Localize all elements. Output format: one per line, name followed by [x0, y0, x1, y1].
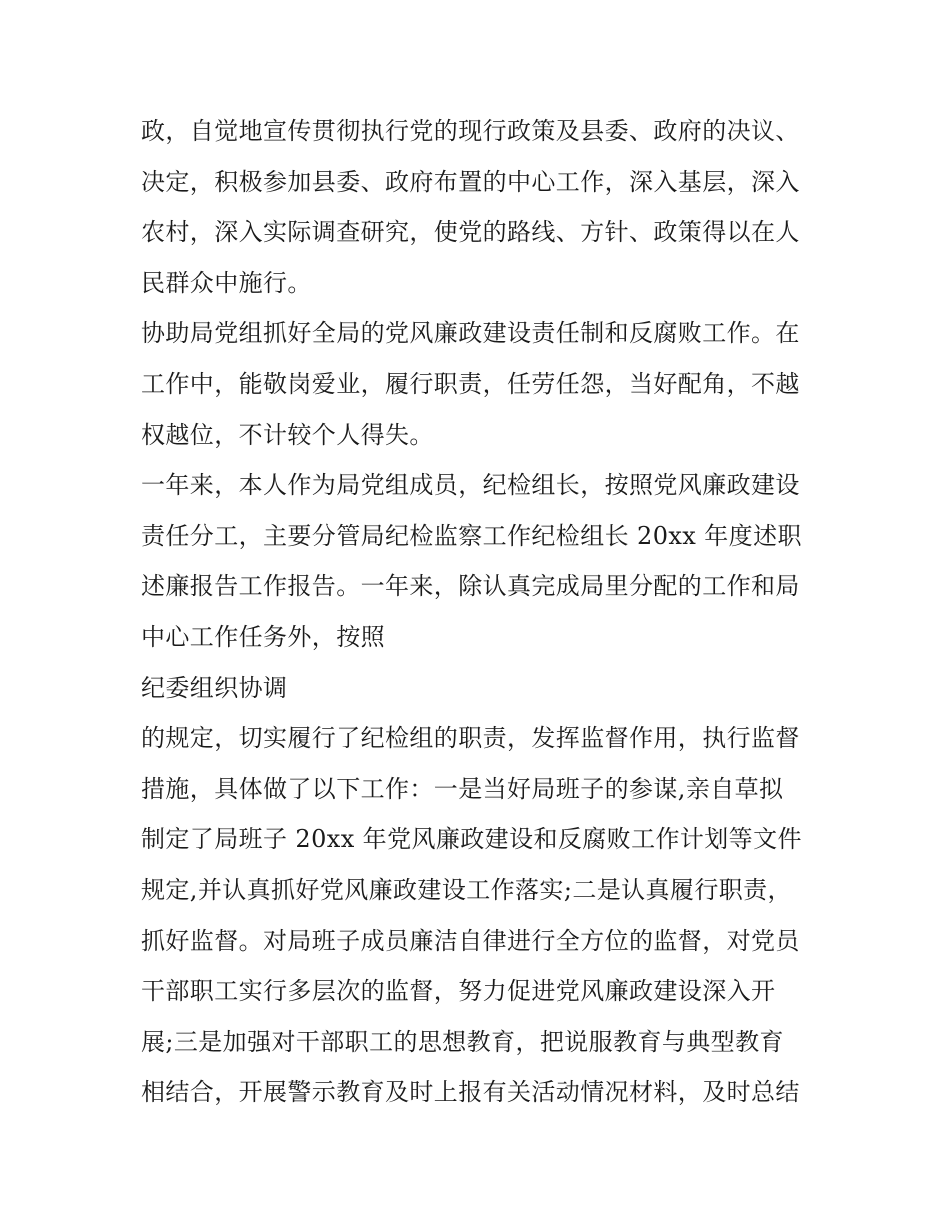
text-line: 措施，具体做了以下工作：一是当好局班子的参谋,亲自草拟: [141, 774, 784, 803]
text-line: 展;三是加强对干部职工的思想教育，把说服教育与典型教育: [141, 1027, 784, 1056]
text-line: 干部职工实行多层次的监督，努力促进党风廉政建设深入开: [141, 977, 776, 1006]
text-line: 规定,并认真抓好党风廉政建设工作落实;二是认真履行职责，: [141, 875, 792, 904]
text-line: 的规定，切实履行了纪检组的职责，发挥监督作用，执行监督: [141, 724, 800, 753]
document-body: [141, 106, 831, 1118]
text-line: 工作中，能敬岗爱业，履行职责，任劳任怨，当好配角，不越: [141, 369, 800, 398]
text-line: 纪委组织协调: [141, 673, 288, 702]
text-line: 抓好监督。对局班子成员廉洁自律进行全方位的监督，对党员: [141, 926, 800, 955]
text-line: 民群众中施行。: [141, 268, 312, 297]
text-line: 一年来，本人作为局党组成员，纪检组长，按照党风廉政建设: [141, 471, 800, 500]
text-line: 决定，积极参加县委、政府布置的中心工作，深入基层，深入: [141, 167, 800, 196]
text-line: 协助局党组抓好全局的党风廉政建设责任制和反腐败工作。在: [141, 319, 800, 348]
text-line: 制定了局班子 20xx 年党风廉政建设和反腐败工作计划等文件: [141, 825, 802, 854]
text-line: 责任分工，主要分管局纪检监察工作纪检组长 20xx 年度述职: [141, 521, 802, 550]
text-line: 述廉报告工作报告。一年来，除认真完成局里分配的工作和局: [141, 572, 800, 601]
text-line: 中心工作任务外，按照: [141, 622, 385, 651]
text-line: 相结合，开展警示教育及时上报有关活动情况材料，及时总结: [141, 1078, 800, 1107]
text-line: 政，自觉地宣传贯彻执行党的现行政策及县委、政府的决议、: [141, 117, 800, 145]
text-line: 权越位，不计较个人得失。: [141, 420, 434, 449]
text-line: 农村，深入实际调查研究，使党的路线、方针、政策得以在人: [141, 218, 800, 247]
